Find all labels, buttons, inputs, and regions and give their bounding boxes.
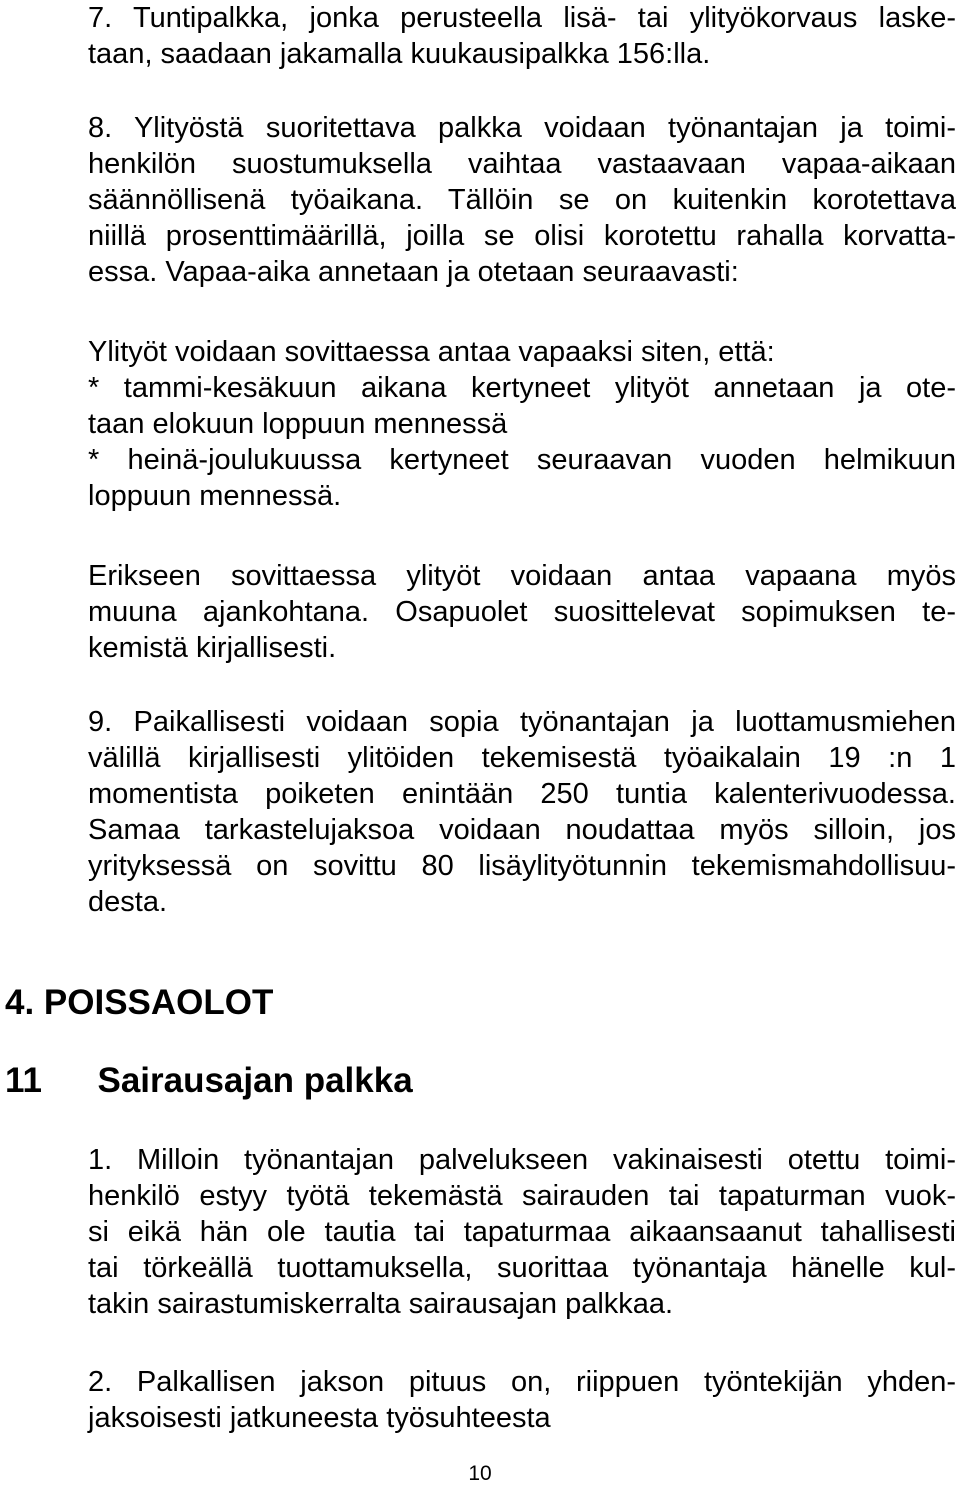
item9-line: välillä kirjallisesti ylitöiden tekemisestä työaikalain 19 :n 1 [88, 742, 956, 774]
s11-item1-line: 1. Milloin työnantajan palvelukseen vakinaisesti otettu toimi- [88, 1144, 956, 1176]
section-title: Sairausajan palkka [97, 1061, 413, 1100]
page-number: 10 [468, 1462, 492, 1485]
item7-line: 7. Tuntipalkka, jonka perusteella lisä- tai ylityökorvaus laske- [88, 2, 956, 34]
s11-item1-line: henkilö estyy työtä tekemästä sairauden tai tapaturman vuok- [88, 1180, 956, 1212]
item7-line: taan, saadaan jakamalla kuukausipalkka 156:lla. [88, 38, 711, 70]
separate-agreement-line: Erikseen sovittaessa ylityöt voidaan antaa vapaana myös [88, 560, 956, 592]
item8-line: säännöllisenä työaikana. Tällöin se on kuitenkin korotettava [88, 184, 956, 216]
s11-item1-line: takin sairastumiskerralta sairausajan palkkaa. [88, 1288, 674, 1320]
s11-item1-line: si eikä hän ole tautia tai tapaturmaa aikaansaanut tahallisesti [88, 1216, 956, 1248]
overtime-rules-line: * tammi-kesäkuun aikana kertyneet ylityöt annetaan ja ote- [88, 372, 956, 404]
separate-agreement-line: kemistä kirjallisesti. [88, 632, 337, 664]
item9-line: Samaa tarkastelujaksoa voidaan noudattaa myös silloin, jos [88, 814, 956, 846]
s11-item2-line: 2. Palkallisen jakson pituus on, riippuen työntekijän yhden- [88, 1366, 956, 1398]
item9-line: yrityksessä on sovittu 80 lisäylityötunnin tekemismahdollisuu- [88, 850, 956, 882]
separate-agreement-line: muuna ajankohtana. Osapuolet suosittelevat sopimuksen te- [88, 596, 956, 628]
chapter-heading: 4. POISSAOLOT [5, 983, 274, 1022]
item8-line: 8. Ylityöstä suoritettava palkka voidaan työnantajan ja toimi- [88, 112, 956, 144]
item8-line: henkilön suostumuksella vaihtaa vastaavaan vapaa-aikaan [88, 148, 956, 180]
overtime-rules-line: * heinä-joulukuussa kertyneet seuraavan vuoden helmikuun [88, 444, 956, 476]
overtime-rules-line: Ylityöt voidaan sovittaessa antaa vapaaksi siten, että: [88, 336, 775, 368]
s11-item2-line: jaksoisesti jatkuneesta työsuhteesta [88, 1402, 551, 1434]
overtime-rules-line: taan elokuun loppuun mennessä [88, 408, 508, 440]
s11-item1-line: tai törkeällä tuottamuksella, suorittaa työnantaja hänelle kul- [88, 1252, 956, 1284]
item9-line: momentista poiketen enintään 250 tuntia kalenterivuodessa. [88, 778, 956, 810]
overtime-rules-line: loppuun mennessä. [88, 480, 342, 512]
item8-line: essa. Vapaa-aika annetaan ja otetaan seuraavasti: [88, 256, 739, 288]
section-number: 11 [5, 1061, 42, 1100]
item8-line: niillä prosenttimäärillä, joilla se olisi korotettu rahalla korvatta- [88, 220, 956, 252]
item9-line: desta. [88, 886, 167, 918]
item9-line: 9. Paikallisesti voidaan sopia työnantajan ja luottamusmiehen [88, 706, 956, 738]
section-heading [5, 1060, 413, 1102]
